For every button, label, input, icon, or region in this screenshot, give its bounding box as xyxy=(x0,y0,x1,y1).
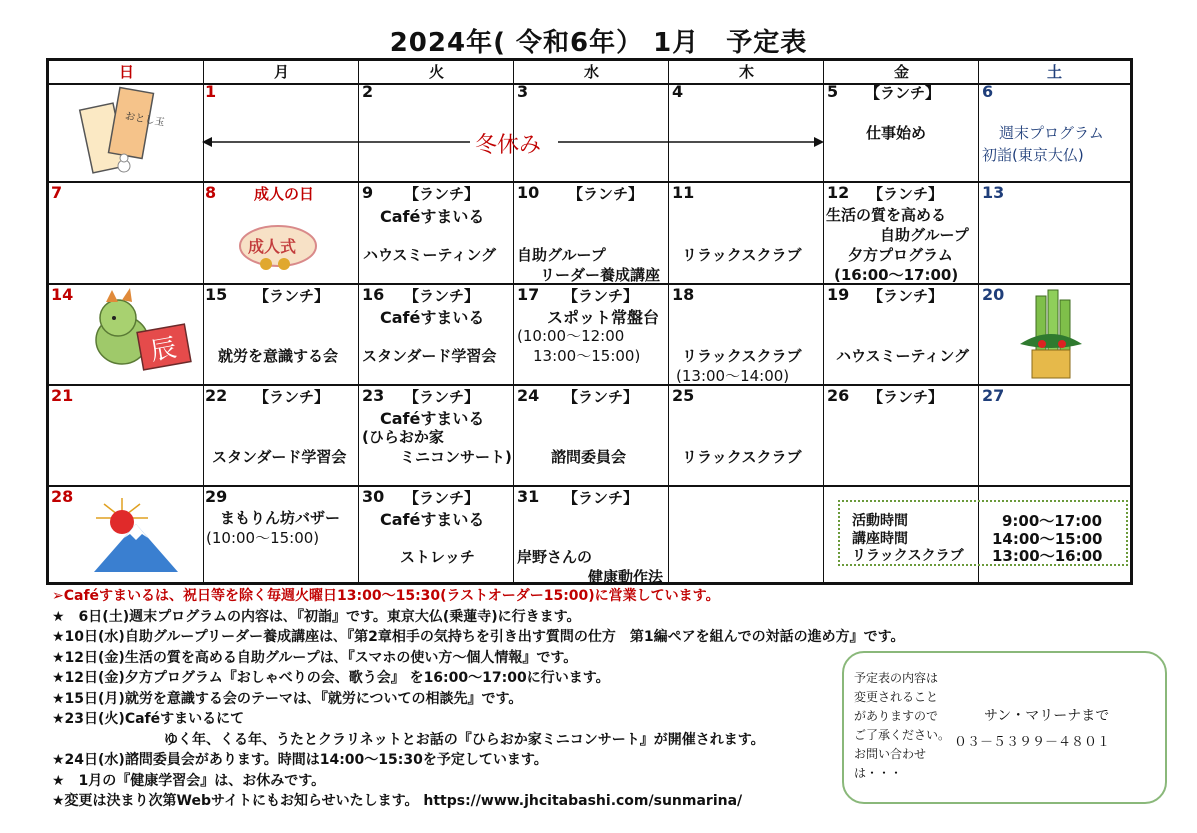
day-22: 22 xyxy=(205,386,228,405)
event-6-2: 初詣(東京大仏) xyxy=(982,146,1084,164)
lunch-16: 【ランチ】 xyxy=(404,287,480,305)
event-11: リラックスクラブ xyxy=(682,246,802,264)
contact-info-box xyxy=(842,651,1167,804)
weekday-mon: 月 xyxy=(273,63,289,81)
day-20: 20 xyxy=(982,285,1005,304)
day-17: 17 xyxy=(517,285,540,304)
event-10-1: 自助グループ xyxy=(517,246,606,264)
lunch-5: 【ランチ】 xyxy=(865,84,941,102)
note-5: ★15日(月)就労を意識する会のテーマは､『就労についての相談先』です。 xyxy=(52,690,523,707)
event-24: 諮問委員会 xyxy=(551,448,627,466)
note-10: ★変更は決まり次第Webサイトにもお知らせいたします。 https://www.jhcitabashi.com/sunmarina/ xyxy=(52,793,743,809)
hours-value-3: 13:00～16:00 xyxy=(992,547,1103,565)
hours-label-1: 活動時間 xyxy=(852,513,908,529)
day-10: 10 xyxy=(517,183,540,202)
weekday-sun: 日 xyxy=(118,63,134,81)
weekday-thu: 木 xyxy=(738,63,754,81)
lunch-24: 【ランチ】 xyxy=(563,388,639,406)
hours-box xyxy=(838,500,1128,566)
day-2: 2 xyxy=(362,82,374,101)
lunch-23: 【ランチ】 xyxy=(404,388,480,406)
contact-phone: ０３－５３９９－４８０１ xyxy=(954,735,1111,750)
event-31-1: 岸野さんの xyxy=(517,548,593,566)
day-14: 14 xyxy=(51,285,74,304)
event-17-1: スポット常盤台 xyxy=(547,308,660,327)
lunch-19: 【ランチ】 xyxy=(868,287,944,305)
day-26: 26 xyxy=(827,386,850,405)
lunch-12: 【ランチ】 xyxy=(868,185,944,203)
day-25: 25 xyxy=(672,386,695,405)
event-29-1: まもりん坊バザー xyxy=(220,509,341,527)
event-29-2: (10:00～15:00) xyxy=(206,529,320,547)
event-8: 成人の日 xyxy=(254,185,315,203)
event-23-1: Caféすまいる xyxy=(380,409,485,428)
hours-label-3: リラックスクラブ xyxy=(852,548,964,564)
event-25: リラックスクラブ xyxy=(682,448,802,466)
day-1: 1 xyxy=(205,82,217,101)
note-4: ★12日(金)夕方プログラム『おしゃべりの会、歌う会』 を16:00～17:00に行います。 xyxy=(52,670,610,686)
weekday-fri: 金 xyxy=(893,63,909,81)
event-30-1: Caféすまいる xyxy=(380,510,485,529)
day-30: 30 xyxy=(362,487,385,506)
event-5: 仕事始め xyxy=(866,124,927,142)
event-22: スタンダード学習会 xyxy=(212,448,347,466)
event-15: 就労を意識する会 xyxy=(218,347,339,365)
dragon-icon xyxy=(84,288,192,378)
lunch-26: 【ランチ】 xyxy=(868,388,944,406)
note-1: ★ 6日(土)週末プログラムの内容は､『初詣』です。東京大仏(乗蓮寺)に行きます。 xyxy=(52,608,581,625)
day-19: 19 xyxy=(827,285,850,304)
day-7: 7 xyxy=(51,183,63,202)
day-28: 28 xyxy=(51,487,74,506)
event-16-2: スタンダード学習会 xyxy=(362,347,497,365)
otoshidama-envelope-icon xyxy=(80,84,166,178)
hours-label-2: 講座時間 xyxy=(852,531,908,547)
day-6: 6 xyxy=(982,82,994,101)
event-17-2: (10:00～12:00 xyxy=(517,327,625,345)
event-9-1: Caféすまいる xyxy=(380,207,485,226)
note-3: ★12日(金)生活の質を高める自助グループは､『スマホの使い方～個人情報』です。 xyxy=(52,649,578,666)
day-15: 15 xyxy=(205,285,228,304)
event-12-4: (16:00～17:00) xyxy=(834,266,959,284)
winter-break-label: 冬休み xyxy=(475,133,542,158)
day-31: 31 xyxy=(517,487,540,506)
day-27: 27 xyxy=(982,386,1005,405)
event-9-2: ハウスミーティング xyxy=(363,246,497,264)
kadomatsu-icon xyxy=(1018,288,1084,382)
contact-name: サン・マリーナまで xyxy=(984,708,1110,724)
day-23: 23 xyxy=(362,386,385,405)
weekday-sat: 土 xyxy=(1046,63,1062,81)
lunch-10: 【ランチ】 xyxy=(568,185,644,203)
day-9: 9 xyxy=(362,183,374,202)
day-13: 13 xyxy=(982,183,1005,202)
event-23-2: (ひらおか家 xyxy=(362,428,444,446)
event-30-2: ストレッチ xyxy=(400,548,475,566)
lunch-9: 【ランチ】 xyxy=(404,185,480,203)
day-12: 12 xyxy=(827,183,850,202)
note-6: ★23日(火)Caféすまいるにて xyxy=(52,711,245,727)
note-9: ★ 1月の『健康学習会』は、お休みです。 xyxy=(52,772,326,789)
notes-list xyxy=(52,586,905,812)
day-18: 18 xyxy=(672,285,695,304)
lunch-31: 【ランチ】 xyxy=(563,489,639,507)
event-17-3: 13:00～15:00) xyxy=(533,347,641,365)
hours-value-2: 14:00～15:00 xyxy=(992,530,1103,548)
event-6-1: 週末プログラム xyxy=(999,124,1104,142)
event-18-1: リラックスクラブ xyxy=(682,347,802,365)
lunch-17: 【ランチ】 xyxy=(563,287,639,305)
event-12-1: 生活の質を高める xyxy=(826,206,947,224)
day-16: 16 xyxy=(362,285,385,304)
day-29: 29 xyxy=(205,487,228,506)
info-notice: 予定表の内容は 変更されること がありますので ご了承ください。 お問い合わせ は・・・ xyxy=(854,671,951,780)
weekday-tue: 火 xyxy=(428,63,444,81)
svg-text:おとし玉: おとし玉 xyxy=(124,110,166,129)
day-3: 3 xyxy=(517,82,529,101)
event-12-3: 夕方プログラム xyxy=(848,246,953,264)
day-5: 5 xyxy=(827,82,839,101)
weekday-wed: 水 xyxy=(583,63,599,81)
event-31-2: 健康動作法 xyxy=(588,568,664,586)
svg-text:辰: 辰 xyxy=(148,333,179,368)
day-24: 24 xyxy=(517,386,540,405)
hours-value-1: 9:00～17:00 xyxy=(1002,512,1103,530)
event-16-1: Caféすまいる xyxy=(380,308,485,327)
day-4: 4 xyxy=(672,82,684,101)
mount-fuji-sunrise-icon xyxy=(86,494,186,578)
day-11: 11 xyxy=(672,183,695,202)
day-21: 21 xyxy=(51,386,74,405)
seijinshiki-icon xyxy=(238,222,320,274)
event-23-3: ミニコンサート) xyxy=(400,448,512,466)
note-0: ➢Caféすまいるは、祝日等を除く毎週火曜日13:00～15:30(ラストオーダー15:00)に営業しています。 xyxy=(52,588,720,604)
event-10-2: リーダー養成講座 xyxy=(540,266,661,284)
note-7: ゆく年、くる年、うたとクラリネットとお話の『ひらおか家ミニコンサート』が開催されます。 xyxy=(52,731,765,748)
svg-text:成人式: 成人式 xyxy=(248,237,297,256)
lunch-30: 【ランチ】 xyxy=(404,489,480,507)
note-2: ★10日(水)自助グループリーダー養成講座は､『第2章相手の気持ちを引き出す質問の仕方 第1編ペアを組んでの対話の進め方』です。 xyxy=(52,629,905,645)
day-8: 8 xyxy=(205,183,217,202)
lunch-15: 【ランチ】 xyxy=(254,287,330,305)
lunch-22: 【ランチ】 xyxy=(254,388,330,406)
event-12-2: 自助グループ xyxy=(880,226,969,244)
event-18-2: (13:00～14:00) xyxy=(676,367,790,385)
page-title: 2024年( 令和6年） 1月 予定表 xyxy=(389,28,808,58)
event-19: ハウスミーティング xyxy=(836,347,970,365)
note-8: ★24日(水)諮問委員会があります。時間は14:00～15:30を予定しています。 xyxy=(52,752,548,768)
